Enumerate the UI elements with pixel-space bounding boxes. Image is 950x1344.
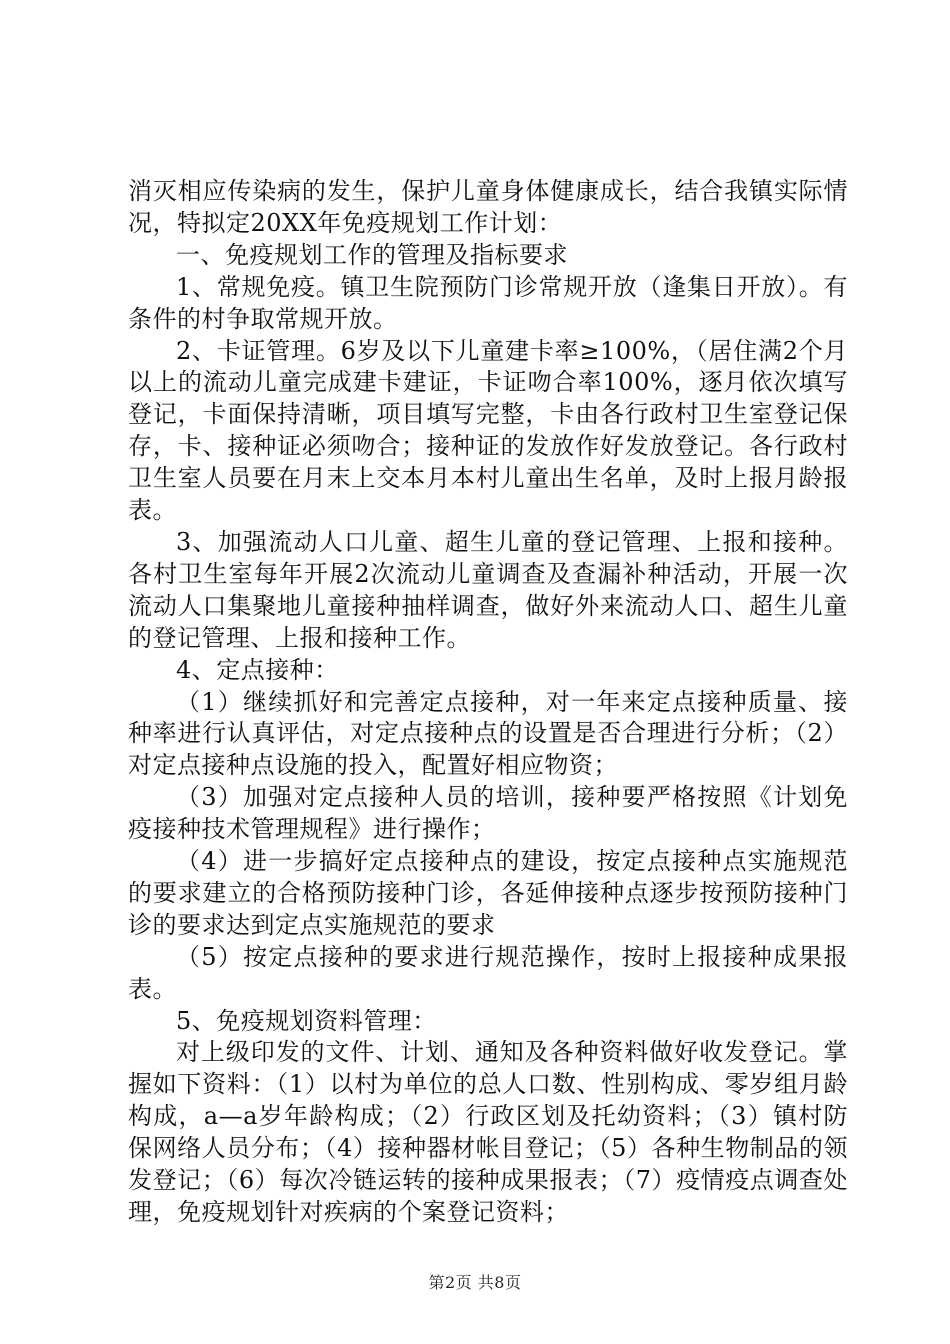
paragraph-fixed-point-3: （3）加强对定点接种人员的培训，接种要严格按照《计划免疫接种技术管理规程》进行操作； (128, 783, 848, 844)
paragraph-records-detail: 对上级印发的文件、计划、通知及各种资料做好收发登记。掌握如下资料：（1）以村为单位的总人口数、性别构成、零岁组月龄构成，a—a岁年龄构成；（2）行政区划及托幼资料；（3）镇村防保网络人员分布；（4）接种器材帐目登记；（5）各种生物制品的领发登记；（6）每次冷链运转的接种成果报表；（7）疫情疫点调查处理，免疫规划针对疾病的个案登记资料； (128, 1038, 848, 1226)
paragraph-routine-immunization: 1、常规免疫。镇卫生院预防门诊常规开放（逢集日开放）。有条件的村争取常规开放。 (128, 272, 848, 333)
document-body (128, 176, 848, 1229)
paragraph-intro: 消灭相应传染病的发生，保护儿童身体健康成长，结合我镇实际情况，特拟定20XX年免疫规划工作计划： (128, 177, 848, 237)
paragraph-fixed-point-1-2: （1）继续抓好和完善定点接种，对一年来定点接种质量、接种率进行认真评估，对定点接种点的设置是否合理进行分析；（2）对定点接种点设施的投入，配置好相应物资； (128, 687, 848, 780)
page-footer: 第2页 共8页 (428, 1273, 522, 1292)
paragraph-floating-population: 3、加强流动人口儿童、超生儿童的登记管理、上报和接种。各村卫生室每年开展2次流动儿童调查及查漏补种活动，开展一次流动人口集聚地儿童接种抽样调查，做好外来流动人口、超生儿童的登记管理、上报和接种工作。 (128, 527, 848, 652)
section-heading-1: 一、免疫规划工作的管理及指标要求 (176, 240, 568, 269)
paragraph-card-management: 2、卡证管理。6岁及以下儿童建卡率≥100%，（居住满2个月以上的流动儿童完成建卡建证，卡证吻合率100%，逐月依次填写登记，卡面保持清晰，项目填写完整，卡由各行政村卫生室登记保存，卡、接种证必须吻合；接种证的发放作好发放登记。各行政村卫生室人员要在月末上交本月本村儿童出生名单，及时上报月龄报表。 (128, 336, 848, 525)
paragraph-records-heading: 5、免疫规划资料管理： (176, 1006, 437, 1035)
paragraph-fixed-point-4: （4）进一步搞好定点接种点的建设，按定点接种点实施规范的要求建立的合格预防接种门诊，各延伸接种点逐步按预防接种门诊的要求达到定点实施规范的要求 (128, 847, 848, 939)
paragraph-fixed-point-heading: 4、定点接种： (176, 655, 339, 684)
paragraph-fixed-point-5: （5）按定点接种的要求进行规范操作，按时上报接种成果报表。 (128, 942, 848, 1003)
